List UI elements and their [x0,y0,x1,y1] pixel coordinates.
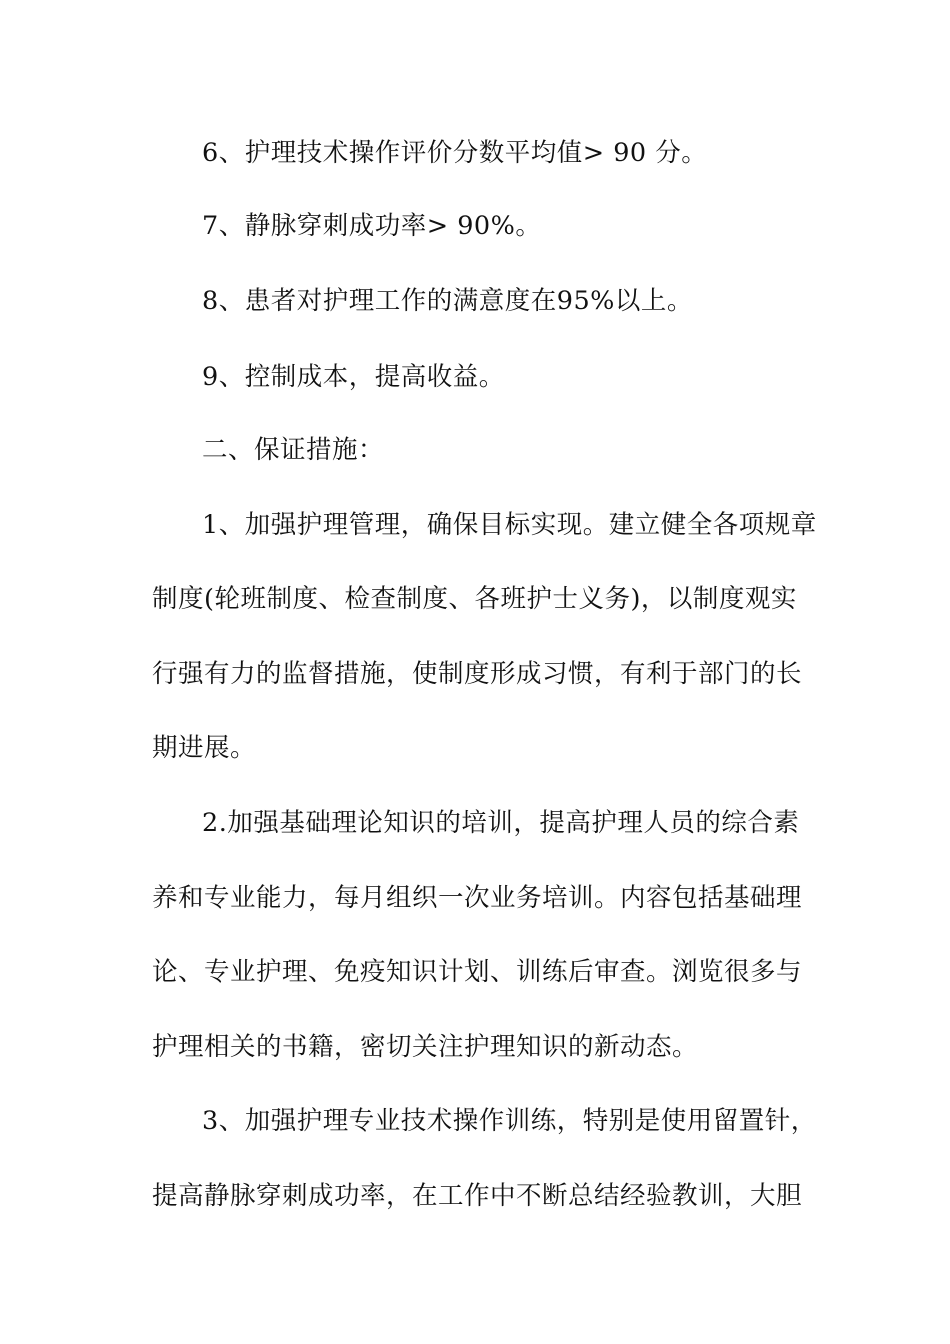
text-line-goal-6: 6、护理技术操作评价分数平均值> 90 分。 [202,138,708,168]
text-line: 论、专业护理、免疫知识计划、训练后审查。浏览很多与 [152,957,803,987]
text-line: 期进展。 [152,733,257,763]
text-line-goal-8: 8、患者对护理工作的满意度在95%以上。 [202,286,693,316]
text-line-goal-9: 9、控制成本，提高收益。 [202,362,505,392]
text-line: 提高静脉穿刺成功率，在工作中不断总结经验教训，大胆 [152,1181,803,1211]
text-line: 制度(轮班制度、检查制度、各班护士义务)，以制度观实 [152,584,797,614]
text-line: 行强有力的监督措施，使制度形成习惯，有利于部门的长 [152,659,803,689]
text-line: 护理相关的书籍，密切关注护理知识的新动态。 [152,1032,699,1062]
text-line: 1、加强护理管理，确保目标实现。建立健全各项规章 [202,510,817,540]
text-line: 养和专业能力，每月组织一次业务培训。内容包括基础理 [152,883,803,913]
text-line: 2.加强基础理论知识的培训，提高护理人员的综合素 [202,808,800,838]
text-line-goal-7: 7、静脉穿刺成功率> 90%。 [202,211,542,241]
text-line: 3、加强护理专业技术操作训练，特别是使用留置针， [202,1106,817,1136]
section-heading: 二、保证措施： [202,435,385,465]
